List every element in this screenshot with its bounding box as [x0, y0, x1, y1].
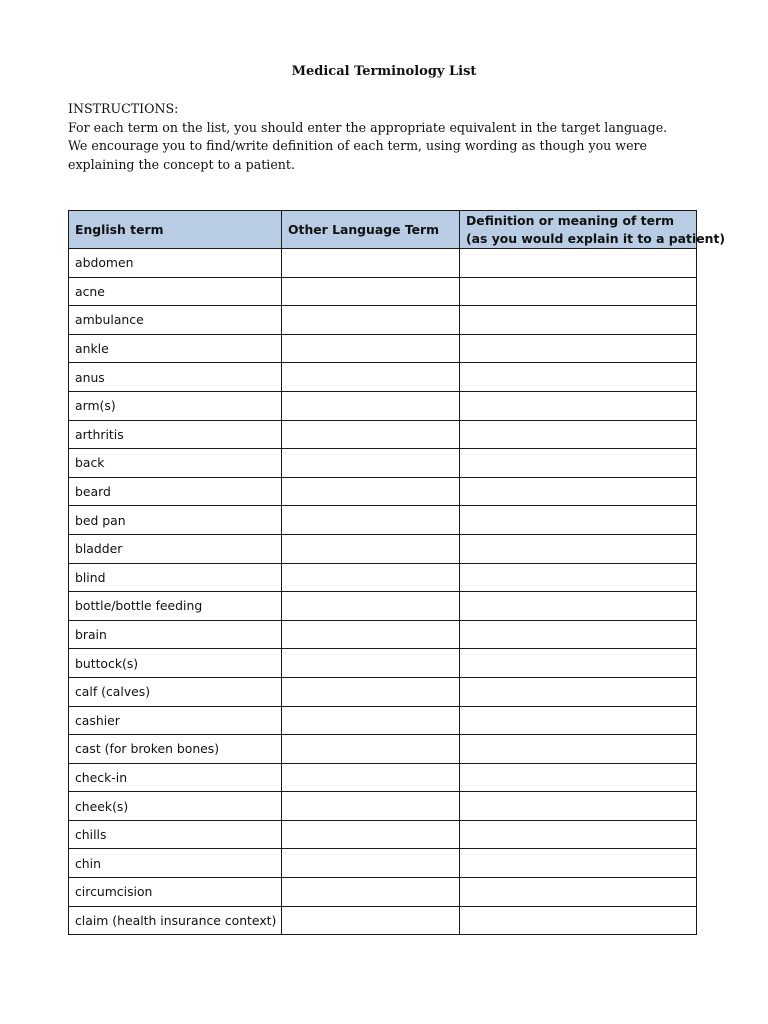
table-row	[69, 649, 697, 678]
other-language-term-cell[interactable]	[282, 306, 460, 335]
english-term-cell: buttock(s)	[69, 649, 282, 678]
table-row	[69, 334, 697, 363]
table-row	[69, 763, 697, 792]
other-language-term-cell[interactable]	[282, 620, 460, 649]
english-term-cell: claim (health insurance context)	[69, 906, 282, 935]
english-term-cell: bladder	[69, 534, 282, 563]
english-term-cell: back	[69, 449, 282, 478]
definition-cell[interactable]	[460, 649, 697, 678]
header-definition-line1: Definition or meaning of term	[466, 212, 675, 228]
english-term-cell: ankle	[69, 334, 282, 363]
english-term-cell: cheek(s)	[69, 792, 282, 821]
english-term-cell: abdomen	[69, 249, 282, 278]
english-term-cell: cashier	[69, 706, 282, 735]
other-language-term-cell[interactable]	[282, 735, 460, 764]
header-definition-line2: (as you would explain it to a patient)	[466, 230, 726, 246]
table-row	[69, 906, 697, 935]
definition-cell[interactable]	[460, 306, 697, 335]
definition-cell[interactable]	[460, 363, 697, 392]
other-language-term-cell[interactable]	[282, 506, 460, 535]
definition-cell[interactable]	[460, 334, 697, 363]
table-row	[69, 249, 697, 278]
english-term-cell: bottle/bottle feeding	[69, 592, 282, 621]
other-language-term-cell[interactable]	[282, 363, 460, 392]
definition-cell[interactable]	[460, 506, 697, 535]
english-term-cell: arm(s)	[69, 391, 282, 420]
other-language-term-cell[interactable]	[282, 249, 460, 278]
definition-cell[interactable]	[460, 735, 697, 764]
definition-cell[interactable]	[460, 620, 697, 649]
other-language-term-cell[interactable]	[282, 649, 460, 678]
other-language-term-cell[interactable]	[282, 820, 460, 849]
definition-cell[interactable]	[460, 420, 697, 449]
other-language-term-cell[interactable]	[282, 563, 460, 592]
other-language-term-cell[interactable]	[282, 592, 460, 621]
table-row	[69, 506, 697, 535]
header-english-term: English term	[69, 211, 282, 249]
english-term-cell: anus	[69, 363, 282, 392]
table-row	[69, 449, 697, 478]
definition-cell[interactable]	[460, 677, 697, 706]
instructions-line: explaining the concept to a patient.	[68, 156, 295, 172]
table-row	[69, 620, 697, 649]
table-row	[69, 592, 697, 621]
english-term-cell: beard	[69, 477, 282, 506]
other-language-term-cell[interactable]	[282, 334, 460, 363]
table-body	[69, 249, 697, 935]
english-term-cell: check-in	[69, 763, 282, 792]
table-row	[69, 477, 697, 506]
other-language-term-cell[interactable]	[282, 277, 460, 306]
other-language-term-cell[interactable]	[282, 849, 460, 878]
definition-cell[interactable]	[460, 792, 697, 821]
table-row	[69, 306, 697, 335]
terminology-table	[68, 210, 726, 935]
definition-cell[interactable]	[460, 706, 697, 735]
table-row	[69, 391, 697, 420]
instructions-line: We encourage you to find/write definition of each term, using wording as though you were	[68, 138, 647, 153]
definition-cell[interactable]	[460, 391, 697, 420]
definition-cell[interactable]	[460, 277, 697, 306]
other-language-term-cell[interactable]	[282, 420, 460, 449]
table-row	[69, 820, 697, 849]
english-term-cell: arthritis	[69, 420, 282, 449]
definition-cell[interactable]	[460, 592, 697, 621]
table-row	[69, 534, 697, 563]
other-language-term-cell[interactable]	[282, 706, 460, 735]
definition-cell[interactable]	[460, 878, 697, 907]
table-row	[69, 420, 697, 449]
definition-cell[interactable]	[460, 820, 697, 849]
table-row	[69, 878, 697, 907]
other-language-term-cell[interactable]	[282, 792, 460, 821]
instructions-block	[68, 100, 708, 174]
instructions-line: For each term on the list, you should enter the appropriate equivalent in the target language.	[68, 119, 668, 135]
english-term-cell: ambulance	[69, 306, 282, 335]
table-row	[69, 792, 697, 821]
table-row	[69, 849, 697, 878]
other-language-term-cell[interactable]	[282, 763, 460, 792]
table-row	[69, 563, 697, 592]
other-language-term-cell[interactable]	[282, 449, 460, 478]
other-language-term-cell[interactable]	[282, 906, 460, 935]
definition-cell[interactable]	[460, 849, 697, 878]
header-definition	[460, 211, 726, 249]
table-row	[69, 363, 697, 392]
english-term-cell: cast (for broken bones)	[69, 735, 282, 764]
english-term-cell: blind	[69, 563, 282, 592]
english-term-cell: acne	[69, 277, 282, 306]
definition-cell[interactable]	[460, 449, 697, 478]
english-term-cell: chills	[69, 820, 282, 849]
english-term-cell: bed pan	[69, 506, 282, 535]
english-term-cell: chin	[69, 849, 282, 878]
header-other-language-term: Other Language Term	[282, 211, 460, 249]
definition-cell[interactable]	[460, 477, 697, 506]
definition-cell[interactable]	[460, 563, 697, 592]
table-row	[69, 735, 697, 764]
other-language-term-cell[interactable]	[282, 677, 460, 706]
other-language-term-cell[interactable]	[282, 534, 460, 563]
instructions-heading: INSTRUCTIONS:	[68, 101, 179, 116]
english-term-cell: brain	[69, 620, 282, 649]
page-title: Medical Terminology List	[291, 64, 477, 79]
table-row	[69, 706, 697, 735]
other-language-term-cell[interactable]	[282, 391, 460, 420]
table-header-row	[69, 211, 697, 249]
table-row	[69, 277, 697, 306]
definition-cell[interactable]	[460, 534, 697, 563]
english-term-cell: circumcision	[69, 878, 282, 907]
other-language-term-cell[interactable]	[282, 477, 460, 506]
english-term-cell: calf (calves)	[69, 677, 282, 706]
table-row	[69, 677, 697, 706]
definition-cell[interactable]	[460, 906, 697, 935]
definition-cell[interactable]	[460, 763, 697, 792]
definition-cell[interactable]	[460, 249, 697, 278]
other-language-term-cell[interactable]	[282, 878, 460, 907]
